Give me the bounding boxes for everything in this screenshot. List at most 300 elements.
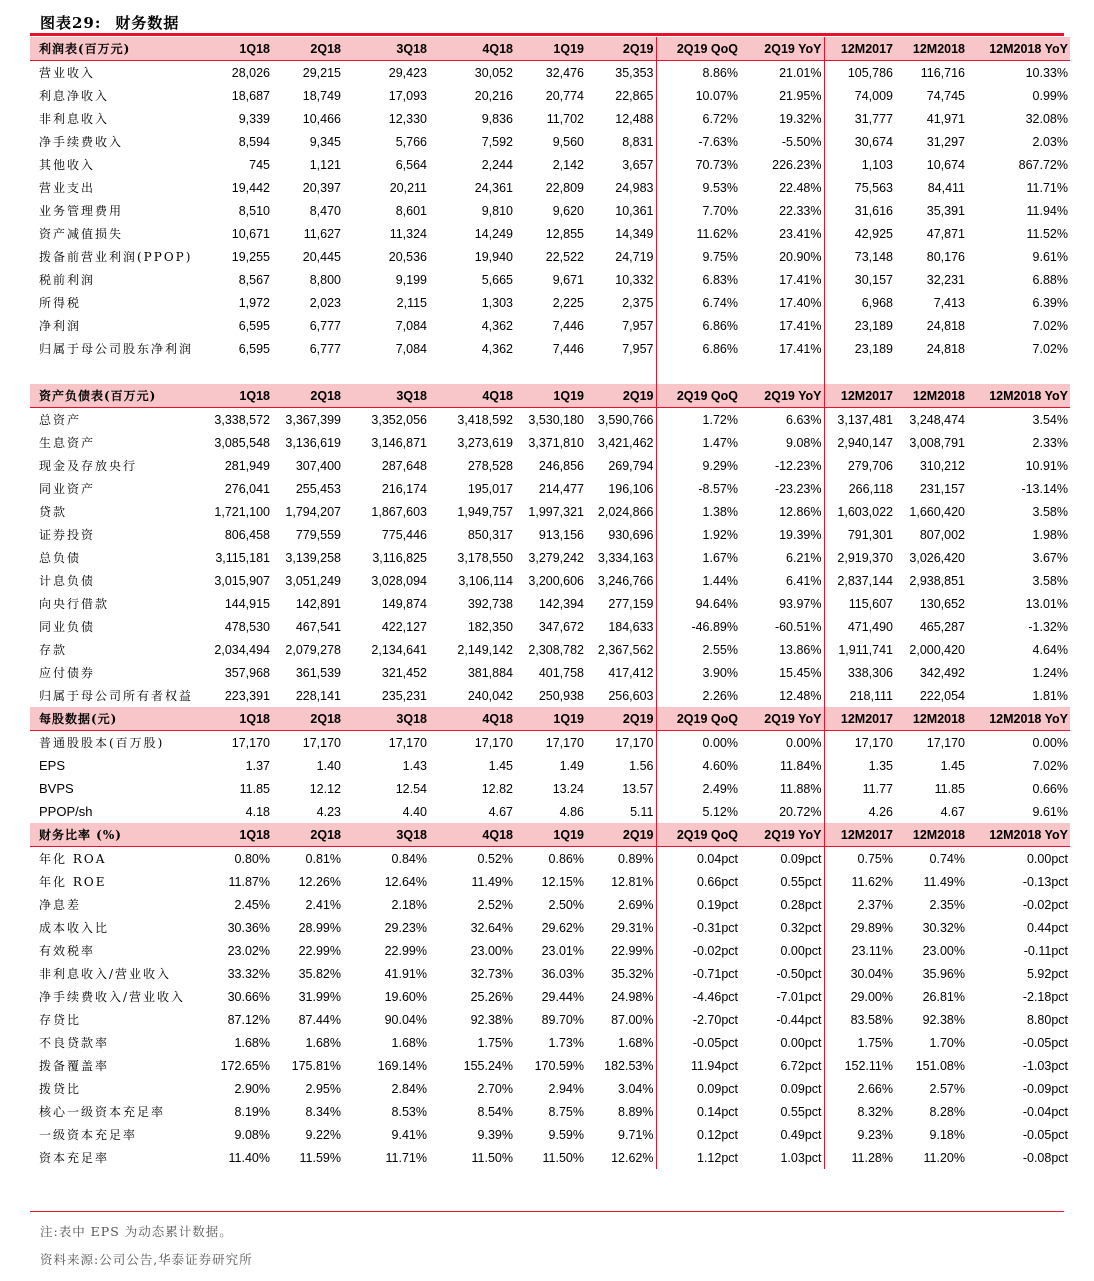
- value-cell: 3,371,810: [528, 435, 584, 450]
- value-cell: 7,957: [586, 314, 656, 337]
- value-cell: 1.12pct: [696, 1150, 738, 1165]
- value-cell: 1.40: [316, 758, 341, 773]
- value-cell: 42,925: [854, 226, 893, 241]
- value-cell: 1,794,207: [285, 504, 341, 519]
- value-cell: 2,115: [396, 295, 427, 310]
- column-header: 2Q19 YoY: [740, 37, 824, 61]
- row-label: 资产减值损失: [39, 227, 124, 241]
- value-cell: 9.41%: [391, 1127, 427, 1142]
- value-cell: 277,159: [586, 592, 656, 615]
- value-cell: 0.09pct: [740, 847, 824, 871]
- column-header: 12M2018: [895, 37, 967, 61]
- value-cell: 1.47%: [702, 435, 738, 450]
- value-cell: 105,786: [847, 65, 893, 80]
- value-cell: 2,367,562: [586, 638, 656, 661]
- value-cell: 6.86%: [702, 341, 738, 356]
- value-cell: 1.03pct: [740, 1146, 824, 1169]
- value-cell: 2,375: [586, 291, 656, 314]
- column-header: 1Q18: [200, 384, 272, 408]
- value-cell: 24,818: [926, 341, 965, 356]
- value-cell: 0.99%: [1032, 88, 1068, 103]
- row-label: 向央行借款: [39, 597, 110, 611]
- value-cell: 2.55%: [702, 642, 738, 657]
- value-cell: 23,189: [854, 318, 893, 333]
- value-cell: 17.40%: [740, 291, 824, 314]
- value-cell: 11.62%: [851, 874, 893, 889]
- value-cell: 0.04pct: [696, 851, 738, 866]
- value-cell: 87.00%: [586, 1008, 656, 1031]
- value-cell: 9,560: [552, 134, 584, 149]
- value-cell: -0.11pct: [1023, 943, 1068, 958]
- value-cell: 338,306: [847, 665, 893, 680]
- column-header: 12M2017: [824, 384, 895, 408]
- value-cell: 2.45%: [234, 897, 270, 912]
- value-cell: 149,874: [381, 596, 427, 611]
- value-cell: 17,093: [388, 88, 427, 103]
- row-label: 不良贷款率: [39, 1036, 110, 1050]
- value-cell: 0.32pct: [740, 916, 824, 939]
- row-label: 一级资本充足率: [39, 1128, 138, 1142]
- value-cell: 130,652: [919, 596, 965, 611]
- column-header: 12M2018: [895, 823, 967, 847]
- value-cell: 15.45%: [740, 661, 824, 684]
- value-cell: 3,139,258: [285, 550, 341, 565]
- value-cell: 23,189: [854, 341, 893, 356]
- value-cell: 41.91%: [384, 966, 427, 981]
- row-label: 总资产: [39, 413, 82, 427]
- table-row: [30, 222, 1070, 245]
- value-cell: 287,648: [381, 458, 427, 473]
- value-cell: 30.36%: [227, 920, 270, 935]
- figure-label: 图表29:: [40, 14, 102, 32]
- value-cell: 6.72%: [702, 111, 738, 126]
- value-cell: 47,871: [926, 226, 965, 241]
- value-cell: 94.64%: [695, 596, 738, 611]
- value-cell: 1,949,757: [457, 504, 513, 519]
- row-label: 拨备前营业利润(PPOP): [39, 250, 193, 264]
- table-row: [30, 61, 1070, 85]
- value-cell: 142,891: [295, 596, 341, 611]
- value-cell: 1.35: [868, 758, 893, 773]
- value-cell: 32.64%: [470, 920, 513, 935]
- row-label: 年化 ROE: [39, 875, 107, 889]
- value-cell: -0.02pct: [1022, 897, 1068, 912]
- value-cell: 8.19%: [234, 1104, 270, 1119]
- value-cell: 8.28%: [929, 1104, 965, 1119]
- value-cell: 8.86%: [702, 65, 738, 80]
- value-cell: -8.57%: [698, 481, 738, 496]
- value-cell: 0.52%: [477, 851, 513, 866]
- value-cell: 779,559: [295, 527, 341, 542]
- table-row: [30, 1077, 1070, 1100]
- value-cell: 30.04%: [850, 966, 893, 981]
- value-cell: 115,607: [848, 596, 893, 611]
- value-cell: 0.19pct: [696, 897, 738, 912]
- value-cell: 467,541: [295, 619, 341, 634]
- value-cell: 1.37: [245, 758, 270, 773]
- section-header-row: [30, 707, 1070, 731]
- empty-cell: [656, 360, 740, 384]
- column-header: 2Q19 QoQ: [656, 823, 740, 847]
- value-cell: 7,592: [481, 134, 513, 149]
- value-cell: 0.75%: [857, 851, 893, 866]
- column-header: 2Q19 QoQ: [656, 37, 740, 61]
- table-body: [30, 37, 1070, 1169]
- value-cell: 8.54%: [477, 1104, 513, 1119]
- value-cell: 0.55pct: [740, 1100, 824, 1123]
- row-label: 净手续费收入: [39, 135, 124, 149]
- column-header: 12M2017: [824, 823, 895, 847]
- value-cell: 18,749: [302, 88, 341, 103]
- value-cell: 278,528: [467, 458, 513, 473]
- value-cell: -5.50%: [740, 130, 824, 153]
- value-cell: 12,855: [545, 226, 584, 241]
- table-row: [30, 314, 1070, 337]
- value-cell: 0.00pct: [740, 1031, 824, 1054]
- value-cell: 3,026,420: [909, 550, 965, 565]
- value-cell: 0.14pct: [696, 1104, 738, 1119]
- value-cell: 2,142: [552, 157, 584, 172]
- value-cell: 10,671: [231, 226, 270, 241]
- value-cell: 0.81%: [305, 851, 341, 866]
- value-cell: 2.26%: [702, 688, 738, 703]
- value-cell: 7,084: [395, 341, 427, 356]
- value-cell: 6,777: [309, 341, 341, 356]
- value-cell: 417,412: [586, 661, 656, 684]
- value-cell: 80,176: [926, 249, 965, 264]
- value-cell: 0.55pct: [740, 870, 824, 893]
- value-cell: 1.43: [402, 758, 427, 773]
- value-cell: 6.21%: [740, 546, 824, 569]
- value-cell: 4.86: [559, 804, 584, 819]
- value-cell: 32.73%: [470, 966, 513, 981]
- value-cell: 73,148: [854, 249, 893, 264]
- value-cell: 2,134,641: [371, 642, 427, 657]
- value-cell: 2.52%: [477, 897, 513, 912]
- value-cell: 9,810: [481, 203, 513, 218]
- value-cell: 401,758: [538, 665, 584, 680]
- value-cell: 24,983: [586, 176, 656, 199]
- value-cell: 0.49pct: [740, 1123, 824, 1146]
- value-cell: 4,362: [481, 341, 513, 356]
- value-cell: 7,413: [933, 295, 965, 310]
- value-cell: 4.26: [868, 804, 893, 819]
- value-cell: 13.57: [586, 777, 656, 800]
- value-cell: 231,157: [919, 481, 965, 496]
- value-cell: -23.23%: [740, 477, 824, 500]
- value-cell: 223,391: [224, 688, 270, 703]
- empty-cell: [967, 360, 1070, 384]
- value-cell: 392,738: [467, 596, 513, 611]
- value-cell: 0.66%: [1032, 781, 1068, 796]
- value-cell: 3,115,181: [215, 550, 270, 565]
- value-cell: 32.08%: [1025, 111, 1068, 126]
- value-cell: 12.48%: [740, 684, 824, 707]
- value-cell: 35,391: [926, 203, 965, 218]
- value-cell: 175.81%: [291, 1058, 341, 1073]
- value-cell: 8,567: [238, 272, 270, 287]
- value-cell: 1.67%: [702, 550, 738, 565]
- value-cell: 12,488: [586, 107, 656, 130]
- table-row: [30, 985, 1070, 1008]
- column-header: 2Q19 YoY: [740, 707, 824, 731]
- value-cell: 18,687: [231, 88, 270, 103]
- value-cell: 2.41%: [305, 897, 341, 912]
- empty-cell: [586, 360, 656, 384]
- value-cell: 2,940,147: [837, 435, 893, 450]
- table-row: [30, 107, 1070, 130]
- value-cell: 23.00%: [470, 943, 513, 958]
- value-cell: 89.70%: [541, 1012, 584, 1027]
- value-cell: 2.90%: [234, 1081, 270, 1096]
- value-cell: 6.86%: [702, 318, 738, 333]
- value-cell: 12.62%: [586, 1146, 656, 1169]
- value-cell: 155.24%: [463, 1058, 513, 1073]
- value-cell: 35.82%: [298, 966, 341, 981]
- empty-cell: [30, 360, 200, 384]
- column-header: 12M2017: [824, 37, 895, 61]
- value-cell: 29.44%: [541, 989, 584, 1004]
- value-cell: 6.88%: [1032, 272, 1068, 287]
- value-cell: 867.72%: [1018, 157, 1068, 172]
- value-cell: 30,674: [854, 134, 893, 149]
- value-cell: 93.97%: [740, 592, 824, 615]
- value-cell: 1.45: [940, 758, 965, 773]
- value-cell: 2.18%: [391, 897, 427, 912]
- section-header-row: [30, 823, 1070, 847]
- value-cell: 6.39%: [1032, 295, 1068, 310]
- table-row: [30, 962, 1070, 985]
- value-cell: 4.67: [488, 804, 513, 819]
- row-label: 非利息收入/营业收入: [39, 967, 172, 981]
- row-label: 生息资产: [39, 436, 96, 450]
- value-cell: 2.03%: [1032, 134, 1068, 149]
- empty-cell: [895, 360, 967, 384]
- value-cell: 11.94pct: [690, 1058, 738, 1073]
- value-cell: 7,957: [586, 337, 656, 360]
- value-cell: 10,466: [302, 111, 341, 126]
- value-cell: 775,446: [381, 527, 427, 542]
- section-title: 利润表(百万元): [30, 37, 200, 61]
- value-cell: 9.08%: [234, 1127, 270, 1142]
- value-cell: 24,719: [586, 245, 656, 268]
- value-cell: 10.07%: [695, 88, 738, 103]
- column-header: 4Q18: [429, 37, 515, 61]
- value-cell: 11.50%: [471, 1150, 513, 1165]
- column-header: 3Q18: [343, 707, 429, 731]
- row-label: 净息差: [39, 898, 82, 912]
- value-cell: 2.33%: [1032, 435, 1068, 450]
- value-cell: 9,620: [552, 203, 584, 218]
- value-cell: 2,079,278: [285, 642, 341, 657]
- value-cell: 850,317: [467, 527, 513, 542]
- column-header: 12M2018: [895, 384, 967, 408]
- value-cell: 35,353: [586, 61, 656, 85]
- value-cell: 342,492: [919, 665, 965, 680]
- value-cell: 3,338,572: [214, 412, 270, 427]
- value-cell: 17,170: [926, 735, 965, 750]
- value-cell: 6.63%: [740, 408, 824, 432]
- source-note: 资料来源:公司公告,华泰证券研究所: [40, 1252, 253, 1267]
- column-header: 2Q19 YoY: [740, 384, 824, 408]
- value-cell: 3,418,592: [457, 412, 513, 427]
- value-cell: 471,490: [847, 619, 893, 634]
- row-label: 现金及存放央行: [39, 459, 138, 473]
- value-cell: 281,949: [224, 458, 270, 473]
- value-cell: 8,470: [309, 203, 341, 218]
- value-cell: 1,997,321: [528, 504, 584, 519]
- row-label: 净手续费收入/营业收入: [39, 990, 186, 1004]
- row-label: 同业负债: [39, 620, 96, 634]
- value-cell: 11.49%: [923, 874, 965, 889]
- column-header: 2Q19 QoQ: [656, 384, 740, 408]
- value-cell: 3.90%: [702, 665, 738, 680]
- table-row: [30, 800, 1070, 823]
- table-row: [30, 916, 1070, 939]
- row-label: EPS: [39, 758, 66, 773]
- value-cell: 28,026: [231, 65, 270, 80]
- value-cell: 23.00%: [922, 943, 965, 958]
- value-cell: 17,170: [231, 735, 270, 750]
- value-cell: 1.38%: [702, 504, 738, 519]
- value-cell: 321,452: [381, 665, 427, 680]
- empty-cell: [740, 360, 824, 384]
- value-cell: 3.58%: [1032, 504, 1068, 519]
- value-cell: 31,777: [854, 111, 893, 126]
- column-header: 12M2018 YoY: [967, 37, 1070, 61]
- row-label: 成本收入比: [39, 921, 110, 935]
- table-row: [30, 569, 1070, 592]
- value-cell: 152.11%: [844, 1058, 893, 1073]
- value-cell: -7.63%: [698, 134, 738, 149]
- value-cell: 30,157: [854, 272, 893, 287]
- value-cell: 2,023: [309, 295, 341, 310]
- value-cell: 0.44pct: [1026, 920, 1068, 935]
- value-cell: 6.83%: [702, 272, 738, 287]
- value-cell: 1,911,741: [838, 642, 893, 657]
- value-cell: 35.32%: [586, 962, 656, 985]
- value-cell: 10.91%: [1025, 458, 1068, 473]
- value-cell: 83.58%: [850, 1012, 893, 1027]
- table-row: [30, 477, 1070, 500]
- value-cell: 87.12%: [227, 1012, 270, 1027]
- row-label: 其他收入: [39, 158, 96, 172]
- section-title: 每股数据(元): [30, 707, 200, 731]
- empty-cell: [515, 360, 586, 384]
- value-cell: 11.85: [934, 781, 965, 796]
- value-cell: 29.23%: [384, 920, 427, 935]
- value-cell: 11,324: [389, 226, 427, 241]
- value-cell: 32,231: [926, 272, 965, 287]
- value-cell: 0.00%: [1032, 735, 1068, 750]
- value-cell: 169.14%: [377, 1058, 427, 1073]
- table-row: [30, 754, 1070, 777]
- value-cell: 6,564: [395, 157, 427, 172]
- value-cell: 20,216: [474, 88, 513, 103]
- value-cell: 791,301: [847, 527, 893, 542]
- value-cell: 9,836: [481, 111, 513, 126]
- value-cell: -0.05pct: [1022, 1035, 1068, 1050]
- value-cell: 3,657: [586, 153, 656, 176]
- value-cell: 116,716: [920, 65, 965, 80]
- value-cell: 17.41%: [740, 337, 824, 360]
- value-cell: 22.33%: [740, 199, 824, 222]
- value-cell: 1.75%: [857, 1035, 893, 1050]
- value-cell: 10,361: [586, 199, 656, 222]
- value-cell: 10,674: [926, 157, 965, 172]
- column-header: 1Q19: [515, 707, 586, 731]
- table-row: [30, 245, 1070, 268]
- value-cell: 1,721,100: [214, 504, 270, 519]
- column-header: 3Q18: [343, 384, 429, 408]
- value-cell: -1.32%: [1028, 619, 1068, 634]
- value-cell: 930,696: [586, 523, 656, 546]
- value-cell: 1.45: [488, 758, 513, 773]
- value-cell: 3,051,249: [285, 573, 341, 588]
- value-cell: 17,170: [474, 735, 513, 750]
- value-cell: 14,349: [586, 222, 656, 245]
- value-cell: 11.88%: [740, 777, 824, 800]
- value-cell: 246,856: [538, 458, 584, 473]
- value-cell: 3,279,242: [528, 550, 584, 565]
- value-cell: 6,777: [309, 318, 341, 333]
- value-cell: 20,211: [389, 180, 427, 195]
- value-cell: 2.66%: [857, 1081, 893, 1096]
- value-cell: 0.12pct: [696, 1127, 738, 1142]
- value-cell: 8,831: [586, 130, 656, 153]
- value-cell: 19.60%: [384, 989, 427, 1004]
- empty-cell: [200, 360, 272, 384]
- value-cell: 10.33%: [1025, 65, 1068, 80]
- value-cell: 3,146,871: [371, 435, 427, 450]
- value-cell: 9.61%: [1032, 804, 1068, 819]
- value-cell: 8,800: [309, 272, 341, 287]
- table-row: [30, 939, 1070, 962]
- value-cell: 218,111: [849, 688, 893, 703]
- row-label: 年化 ROA: [39, 852, 107, 866]
- value-cell: 1.24%: [1032, 665, 1068, 680]
- column-header: 2Q18: [272, 707, 343, 731]
- value-cell: 11.20%: [923, 1150, 965, 1165]
- table-row: [30, 546, 1070, 569]
- value-cell: 2,938,851: [909, 573, 965, 588]
- value-cell: 422,127: [381, 619, 427, 634]
- value-cell: 9,199: [395, 272, 427, 287]
- value-cell: 10,332: [586, 268, 656, 291]
- value-cell: 29,215: [302, 65, 341, 80]
- value-cell: 216,174: [381, 481, 427, 496]
- column-header: 12M2018 YoY: [967, 707, 1070, 731]
- table-row: [30, 268, 1070, 291]
- value-cell: 4.67: [940, 804, 965, 819]
- row-label: 税前利润: [39, 273, 96, 287]
- value-cell: 4.60%: [702, 758, 738, 773]
- value-cell: 6,595: [238, 341, 270, 356]
- value-cell: 12.86%: [740, 500, 824, 523]
- value-cell: 4.18: [245, 804, 270, 819]
- value-cell: 3,367,399: [285, 412, 341, 427]
- value-cell: 11.77: [862, 781, 893, 796]
- value-cell: 807,002: [919, 527, 965, 542]
- value-cell: 17,170: [302, 735, 341, 750]
- value-cell: 24,818: [926, 318, 965, 333]
- value-cell: 9.59%: [548, 1127, 584, 1142]
- value-cell: 22,522: [545, 249, 584, 264]
- value-cell: 7,446: [552, 318, 584, 333]
- value-cell: 1,121: [309, 157, 341, 172]
- value-cell: 20.72%: [740, 800, 824, 823]
- row-label: 归属于母公司股东净利润: [39, 342, 194, 356]
